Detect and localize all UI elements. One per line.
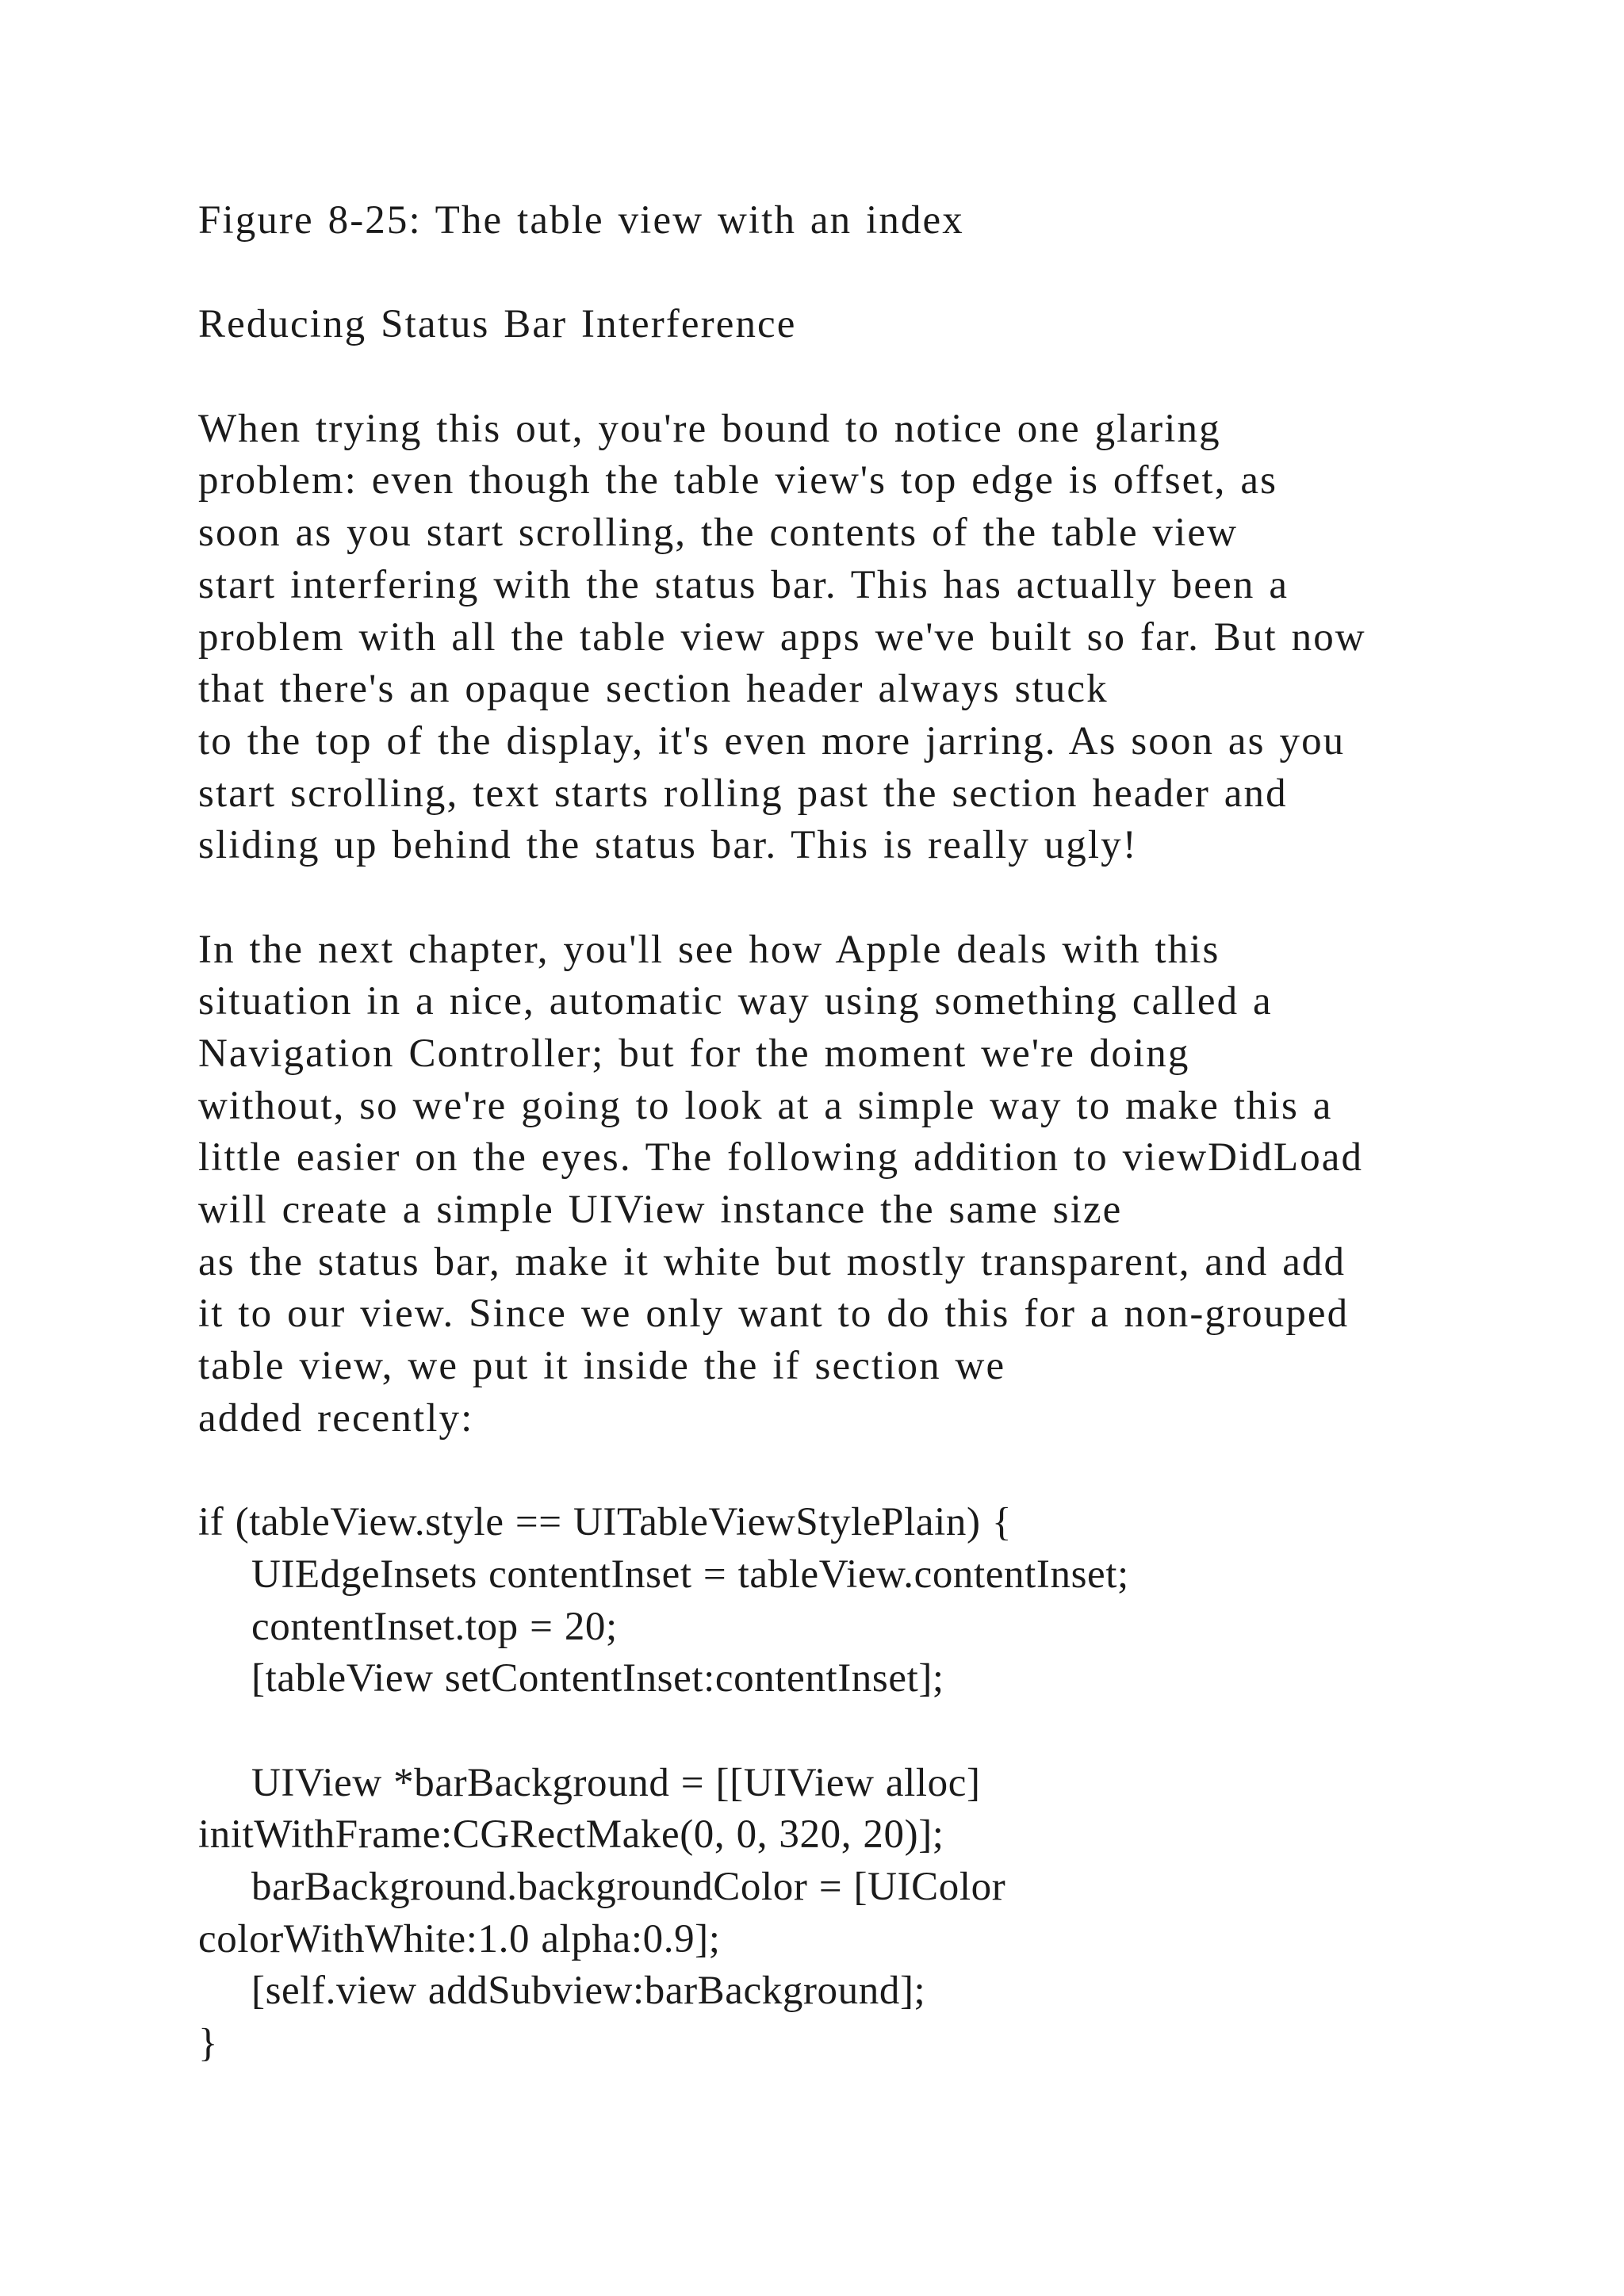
code-line: } [198, 2021, 219, 2066]
paragraph-line: problem with all the table view apps we've built so far. But now [198, 614, 1366, 660]
code-line: colorWithWhite:1.0 alpha:0.9]; [198, 1916, 721, 1961]
code-line: initWithFrame:CGRectMake(0, 0, 320, 20)]; [198, 1812, 944, 1858]
paragraph-line: that there's an opaque section header always stuck [198, 667, 1109, 712]
paragraph-line: problem: even though the table view's top edge is offset, as [198, 458, 1278, 503]
paragraph-line: situation in a nice, automatic way using something called a [198, 979, 1273, 1024]
spacer [198, 351, 1546, 404]
code-line: if (tableView.style == UITableViewStylePlain) { [198, 1500, 1013, 1545]
spacer [198, 1445, 1546, 1498]
paragraph-line: without, so we're going to look at a simple way to make this a [198, 1083, 1333, 1128]
paragraph-line: it to our view. Since we only want to do this for a non-grouped [198, 1292, 1350, 1337]
paragraph-status-bar-problem [198, 404, 1546, 872]
section-heading: Reducing Status Bar Interference [198, 302, 797, 347]
code-line: [self.view addSubview:barBackground]; [251, 1969, 926, 2014]
code-line: [tableView setContentInset:contentInset]; [251, 1656, 944, 1701]
spacer [198, 872, 1546, 924]
paragraph-line: start interfering with the status bar. This has actually been a [198, 562, 1289, 607]
code-listing [198, 1497, 1546, 2070]
paragraph-line: In the next chapter, you'll see how Apple deals with this [198, 927, 1220, 972]
paragraph-line: soon as you start scrolling, the contents of the table view [198, 511, 1239, 556]
figure-caption: Figure 8-25: The table view with an index [198, 198, 964, 243]
code-line-blank [198, 1705, 1546, 1758]
paragraph-line: little easier on the eyes. The following addition to viewDidLoad [198, 1135, 1364, 1181]
paragraph-line: will create a simple UIView instance the same size [198, 1188, 1123, 1233]
paragraph-line: start scrolling, text starts rolling past the section header and [198, 771, 1288, 816]
code-line: UIView *barBackground = [[UIView alloc] [251, 1760, 981, 1805]
spacer [198, 247, 1546, 300]
paragraph-line: added recently: [198, 1395, 474, 1441]
code-line: barBackground.backgroundColor = [UIColor [251, 1865, 1006, 1909]
code-line: contentInset.top = 20; [251, 1604, 618, 1649]
paragraph-line: sliding up behind the status bar. This is really ugly! [198, 823, 1138, 868]
paragraph-line: table view, we put it inside the if section we [198, 1344, 1006, 1389]
paragraph-line: Navigation Controller; but for the moment we're doing [198, 1031, 1190, 1076]
code-line: UIEdgeInsets contentInset = tableView.contentInset; [251, 1552, 1129, 1597]
paragraph-line: When trying this out, you're bound to notice one glaring [198, 406, 1221, 451]
paragraph-line: to the top of the display, it's even more jarring. As soon as you [198, 718, 1346, 763]
document-page [198, 195, 1546, 2070]
paragraph-next-chapter [198, 924, 1546, 1445]
paragraph-line: as the status bar, make it white but mostly transparent, and add [198, 1239, 1346, 1284]
